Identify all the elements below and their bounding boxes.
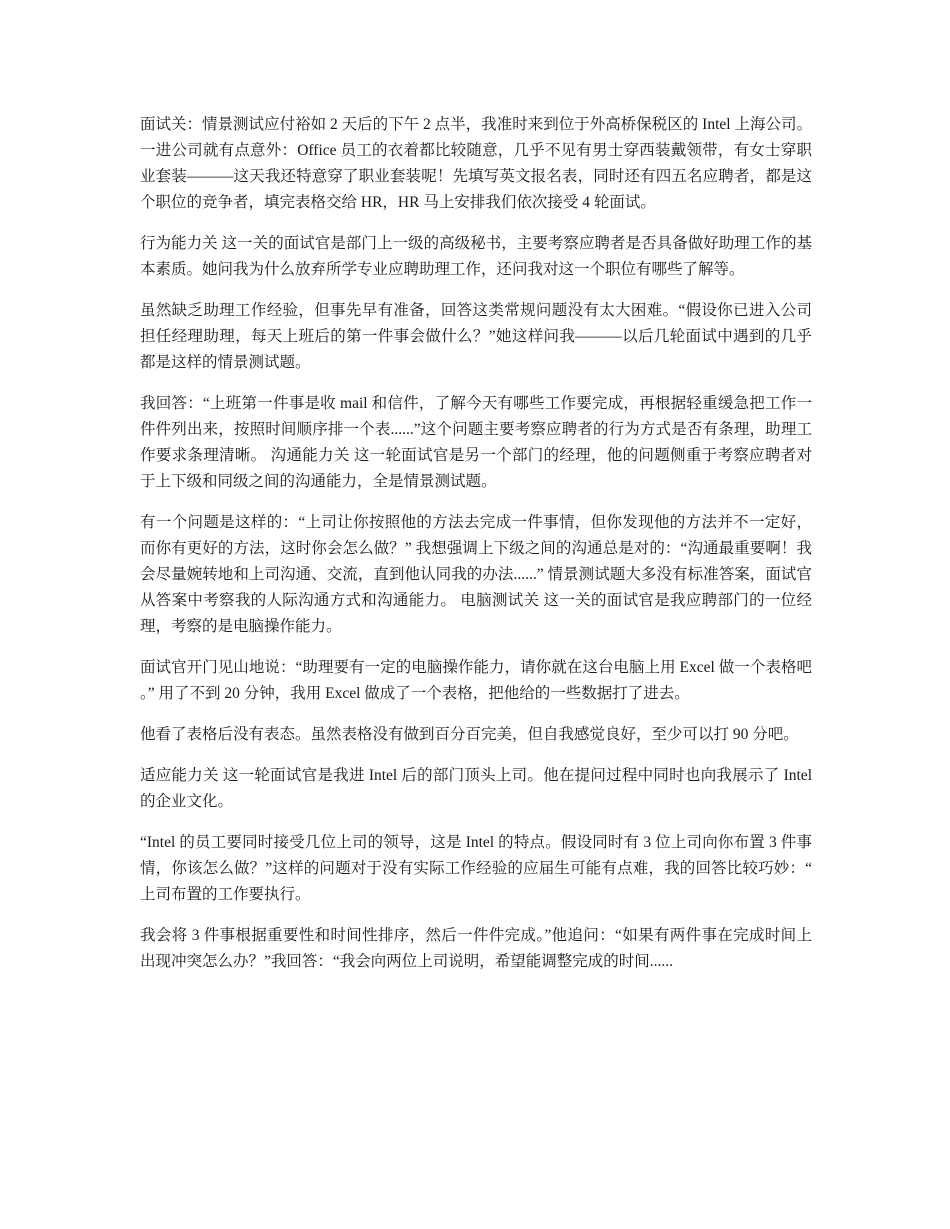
paragraph-behavior-round: 行为能力关 这一关的面试官是部门上一级的高级秘书，主要考察应聘者是否具备做好助理工作的基本素质。她问我为什么放弃所学专业应聘助理工作，还问我对这一个职位有哪些了解等。	[140, 235, 812, 278]
paragraph-multiple-bosses: “Intel 的员工要同时接受几位上司的领导，这是 Intel 的特点。假设同时有 3 位上司向你布置 3 件事情，你该怎么做？”这样的问题对于没有实际工作经验的应届生可能有点难，我的回答比较巧妙：“上司布置的工作要执行。	[140, 834, 812, 903]
paragraph-communication-question: 有一个问题是这样的：“上司让你按照他的方法去完成一件事情，但你发现他的方法并不一定好，而你有更好的方法，这时你会怎么做？” 我想强调上下级之间的沟通总是对的：“沟通最重要啊！我会尽量婉转地和上司沟通、交流，直到他认同我的办法......” 情景测试题大多没有标准答案，面试官从答案中考察我的人际沟通方式和沟通能力。 电脑测试关 这一关的面试官是我应聘部门的一位经理，考察的是电脑操作能力。	[140, 514, 812, 635]
paragraph-conflict-answer: 我会将 3 件事根据重要性和时间性排序，然后一件件完成。”他追问：“如果有两件事在完成时间上出现冲突怎么办？”我回答：“我会向两位上司说明，希望能调整完成的时间......	[140, 927, 812, 970]
paragraph-excel-test: 面试官开门见山地说：“助理要有一定的电脑操作能力，请你就在这台电脑上用 Excel 做一个表格吧。” 用了不到 20 分钟，我用 Excel 做成了一个表格，把他给的一些数据打了进去。	[140, 659, 812, 702]
paragraph-interview-intro: 面试关：情景测试应付裕如 2 天后的下午 2 点半，我准时来到位于外高桥保税区的 Intel 上海公司。一进公司就有点意外：Office 员工的衣着都比较随意，几乎不见有男士穿西装戴领带，有女士穿职业套装———这天我还特意穿了职业套装呢！先填写英文报名表，同时还有四五名应聘者，都是这个职位的竞争者，填完表格交给 HR，HR 马上安排我们依次接受 4 轮面试。	[140, 116, 812, 211]
paragraph-answer-communication-round: 我回答：“上班第一件事是收 mail 和信件，了解今天有哪些工作要完成，再根据轻重缓急把工作一件件列出来，按照时间顺序排一个表......”这个问题主要考察应聘者的行为方式是否有条理，助理工作要求条理清晰。 沟通能力关 这一轮面试官是另一个部门的经理，他的问题侧重于考察应聘者对于上下级和同级之间的沟通能力，全是情景测试题。	[140, 395, 812, 490]
paragraph-adaptability-round: 适应能力关 这一轮面试官是我进 Intel 后的部门顶头上司。他在提问过程中同时也向我展示了 Intel 的企业文化。	[140, 767, 812, 810]
paragraph-scenario-question: 虽然缺乏助理工作经验，但事先早有准备，回答这类常规问题没有太大困难。“假设你已进入公司担任经理助理，每天上班后的第一件事会做什么？”她这样问我———以后几轮面试中遇到的几乎都是这样的情景测试题。	[140, 302, 812, 371]
paragraph-self-assessment: 他看了表格后没有表态。虽然表格没有做到百分百完美，但自我感觉良好，至少可以打 90 分吧。	[140, 726, 799, 743]
document-body	[140, 112, 812, 990]
